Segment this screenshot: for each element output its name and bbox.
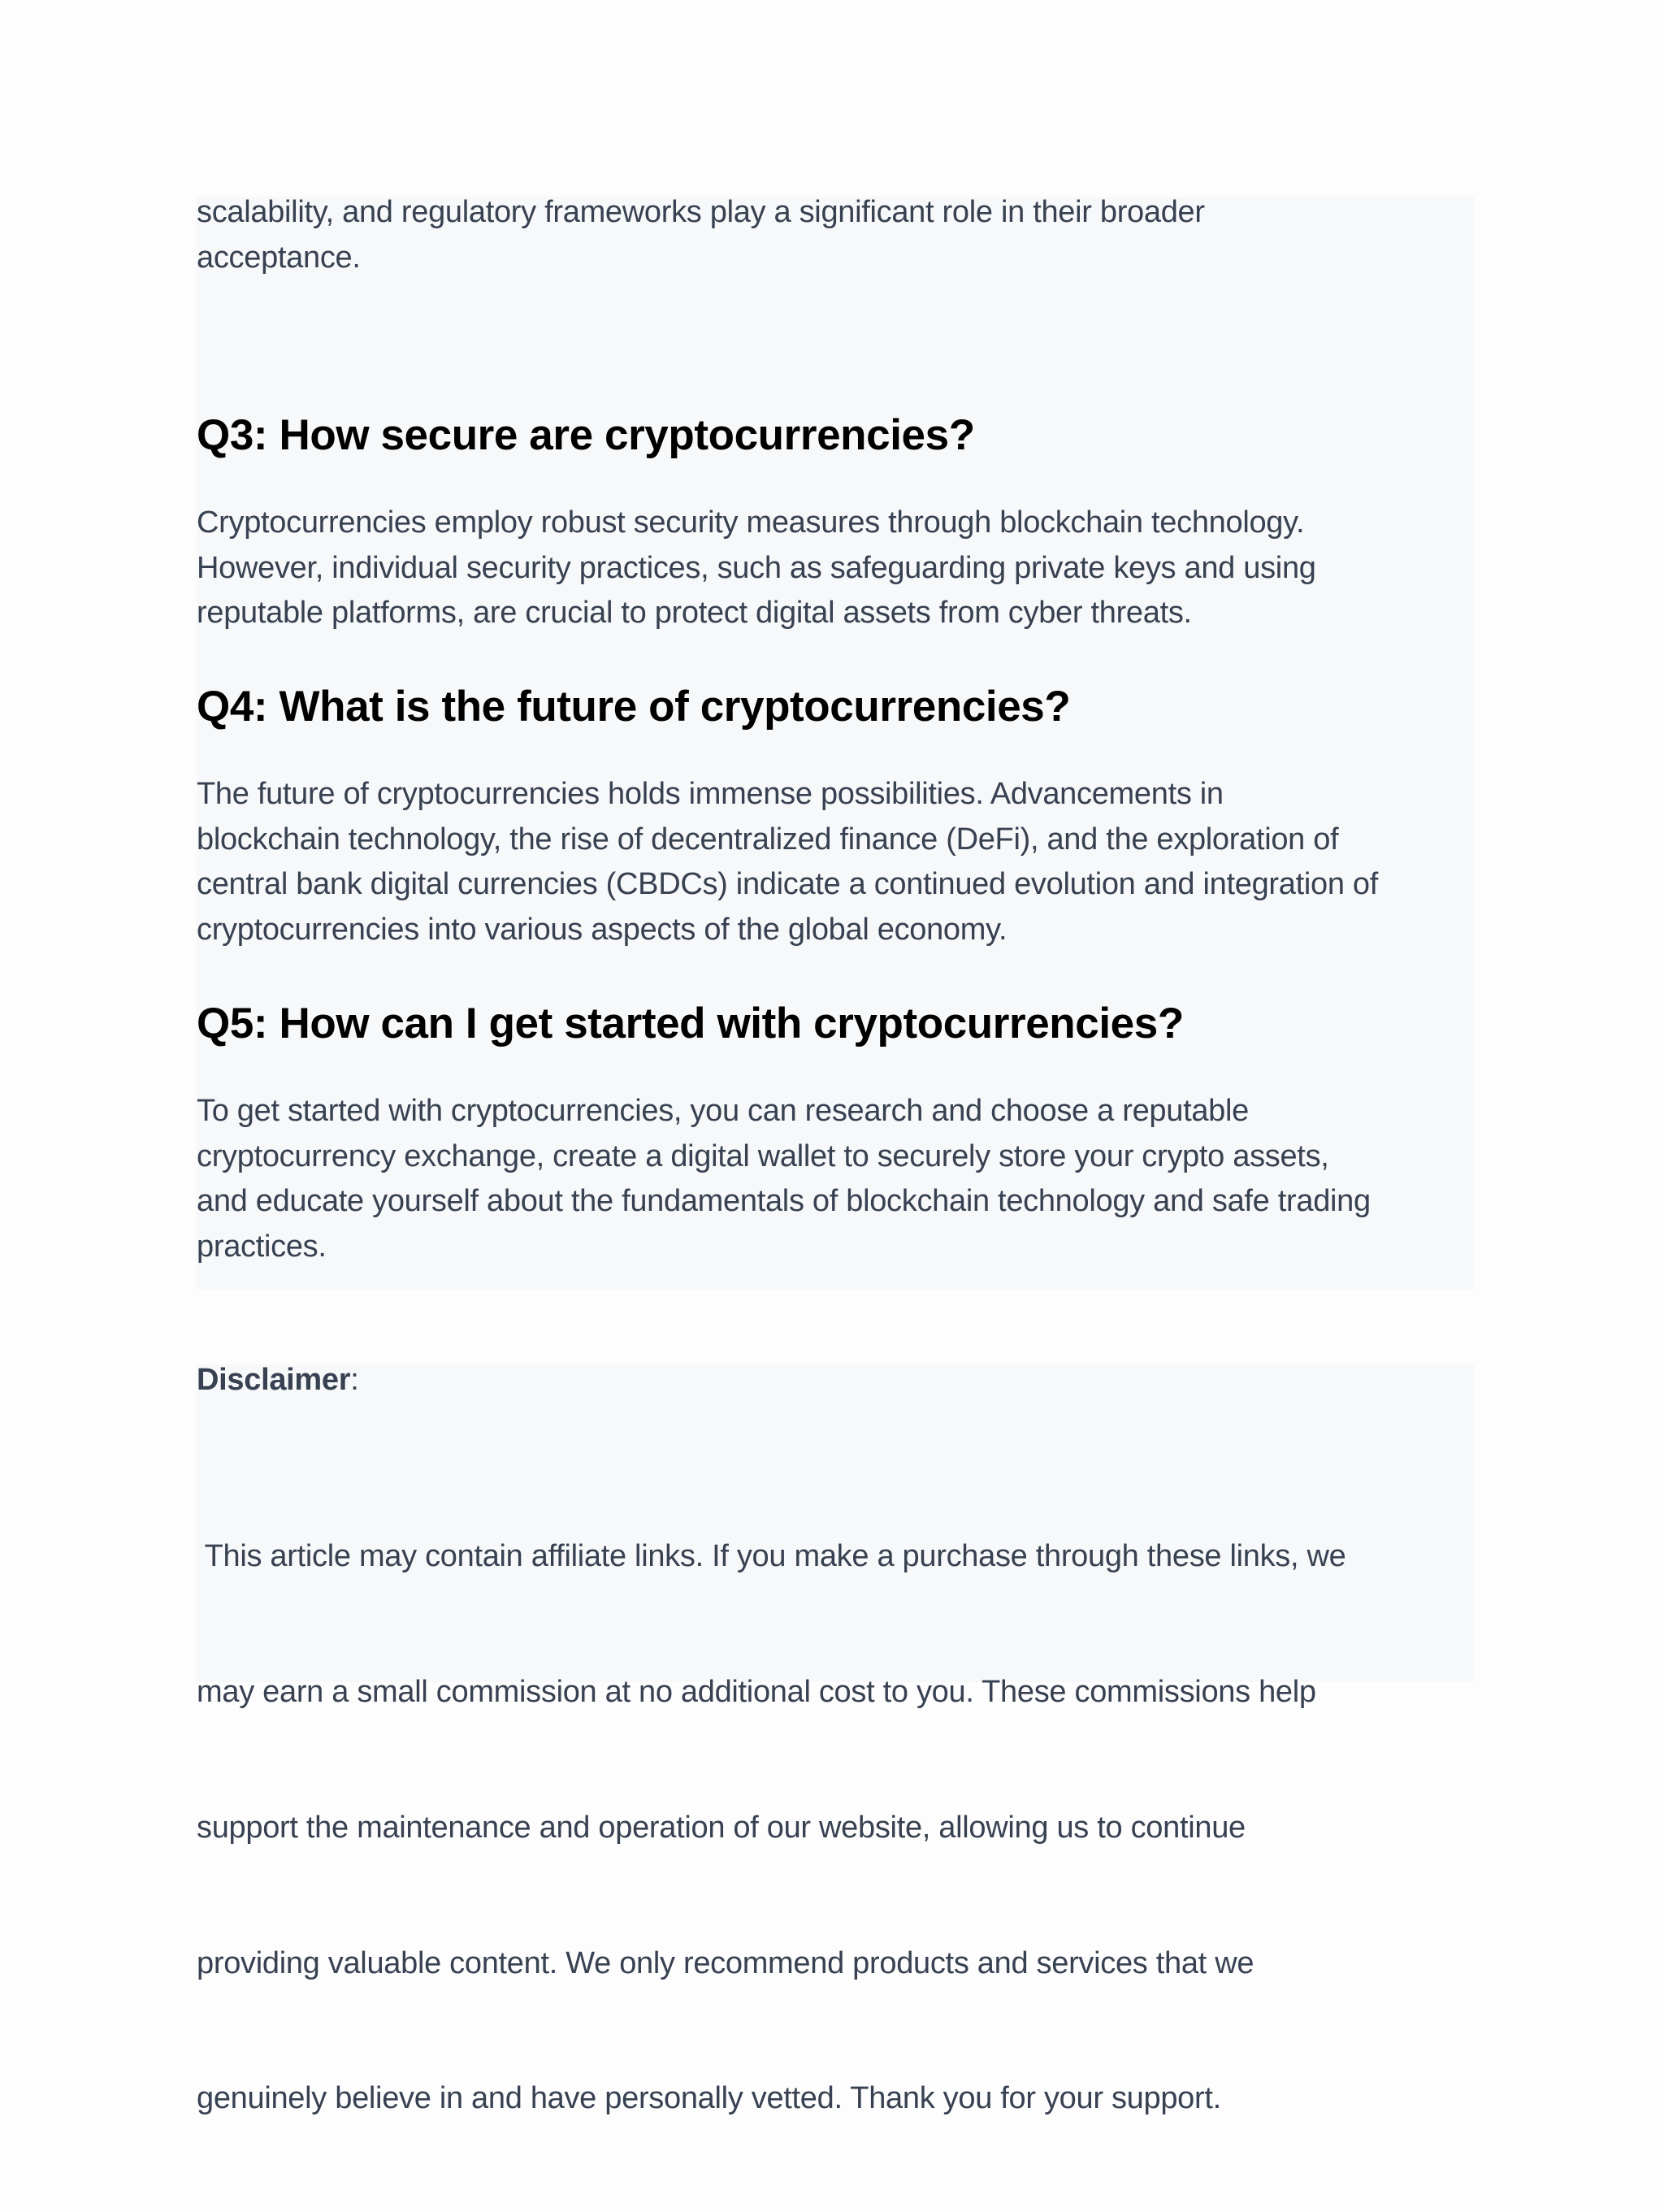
faq-q4-heading: Q4: What is the future of cryptocurrencies? (197, 683, 1071, 731)
faq-q3-heading: Q3: How secure are cryptocurrencies? (197, 411, 975, 459)
paragraph-line: The future of cryptocurrencies holds immense possibilities. Advancements in (197, 777, 1224, 811)
paragraph-line: acceptance. (197, 240, 361, 275)
disclaimer-colon: : (350, 1363, 359, 1397)
intro-tail-paragraph (197, 190, 1474, 280)
disclaimer-label: Disclaimer (197, 1363, 351, 1397)
faq-q3-answer (197, 501, 1474, 636)
faq-q5-answer (197, 1089, 1474, 1269)
paragraph-line: central bank digital currencies (CBDCs) indicate a continued evolution and integration of (197, 867, 1379, 902)
paragraph-line: and educate yourself about the fundamentals of blockchain technology and safe trading (197, 1184, 1371, 1219)
paragraph-line: However, individual security practices, such as safeguarding private keys and using (197, 550, 1316, 585)
paragraph-line: practices. (197, 1229, 327, 1264)
disclaimer-heading-line (197, 1358, 1474, 1403)
paragraph-line: genuinely believe in and have personally vetted. Thank you for your support. (197, 2081, 1221, 2116)
paragraph-line: support the maintenance and operation of our website, allowing us to continue (197, 1810, 1246, 1845)
faq-content-block (197, 197, 1474, 1289)
disclaimer-paragraph (197, 1444, 1474, 2212)
paragraph-line: blockchain technology, the rise of decentralized finance (DeFi), and the exploration of (197, 822, 1339, 857)
paragraph-line: reputable platforms, are crucial to protect digital assets from cyber threats. (197, 596, 1192, 631)
faq-q4-answer (197, 772, 1474, 952)
paragraph-line: To get started with cryptocurrencies, you can research and choose a reputable (197, 1094, 1249, 1128)
faq-q5-heading: Q5: How can I get started with cryptocurrencies? (197, 1000, 1184, 1047)
paragraph-line: cryptocurrency exchange, create a digital wallet to securely store your crypto assets, (197, 1139, 1329, 1173)
disclaimer-block (197, 1363, 1474, 2116)
paragraph-line: providing valuable content. We only recommend products and services that we (197, 1945, 1254, 1980)
paragraph-line: Cryptocurrencies employ robust security measures through blockchain technology. (197, 505, 1305, 540)
paragraph-line: cryptocurrencies into various aspects of the global economy. (197, 912, 1008, 947)
paragraph-line: scalability, and regulatory frameworks play a significant role in their broader (197, 195, 1205, 229)
paragraph-line: may earn a small commission at no additional cost to you. These commissions help (197, 1674, 1316, 1709)
paragraph-line: This article may contain affiliate links. If you make a purchase through these links, we (197, 1539, 1346, 1574)
